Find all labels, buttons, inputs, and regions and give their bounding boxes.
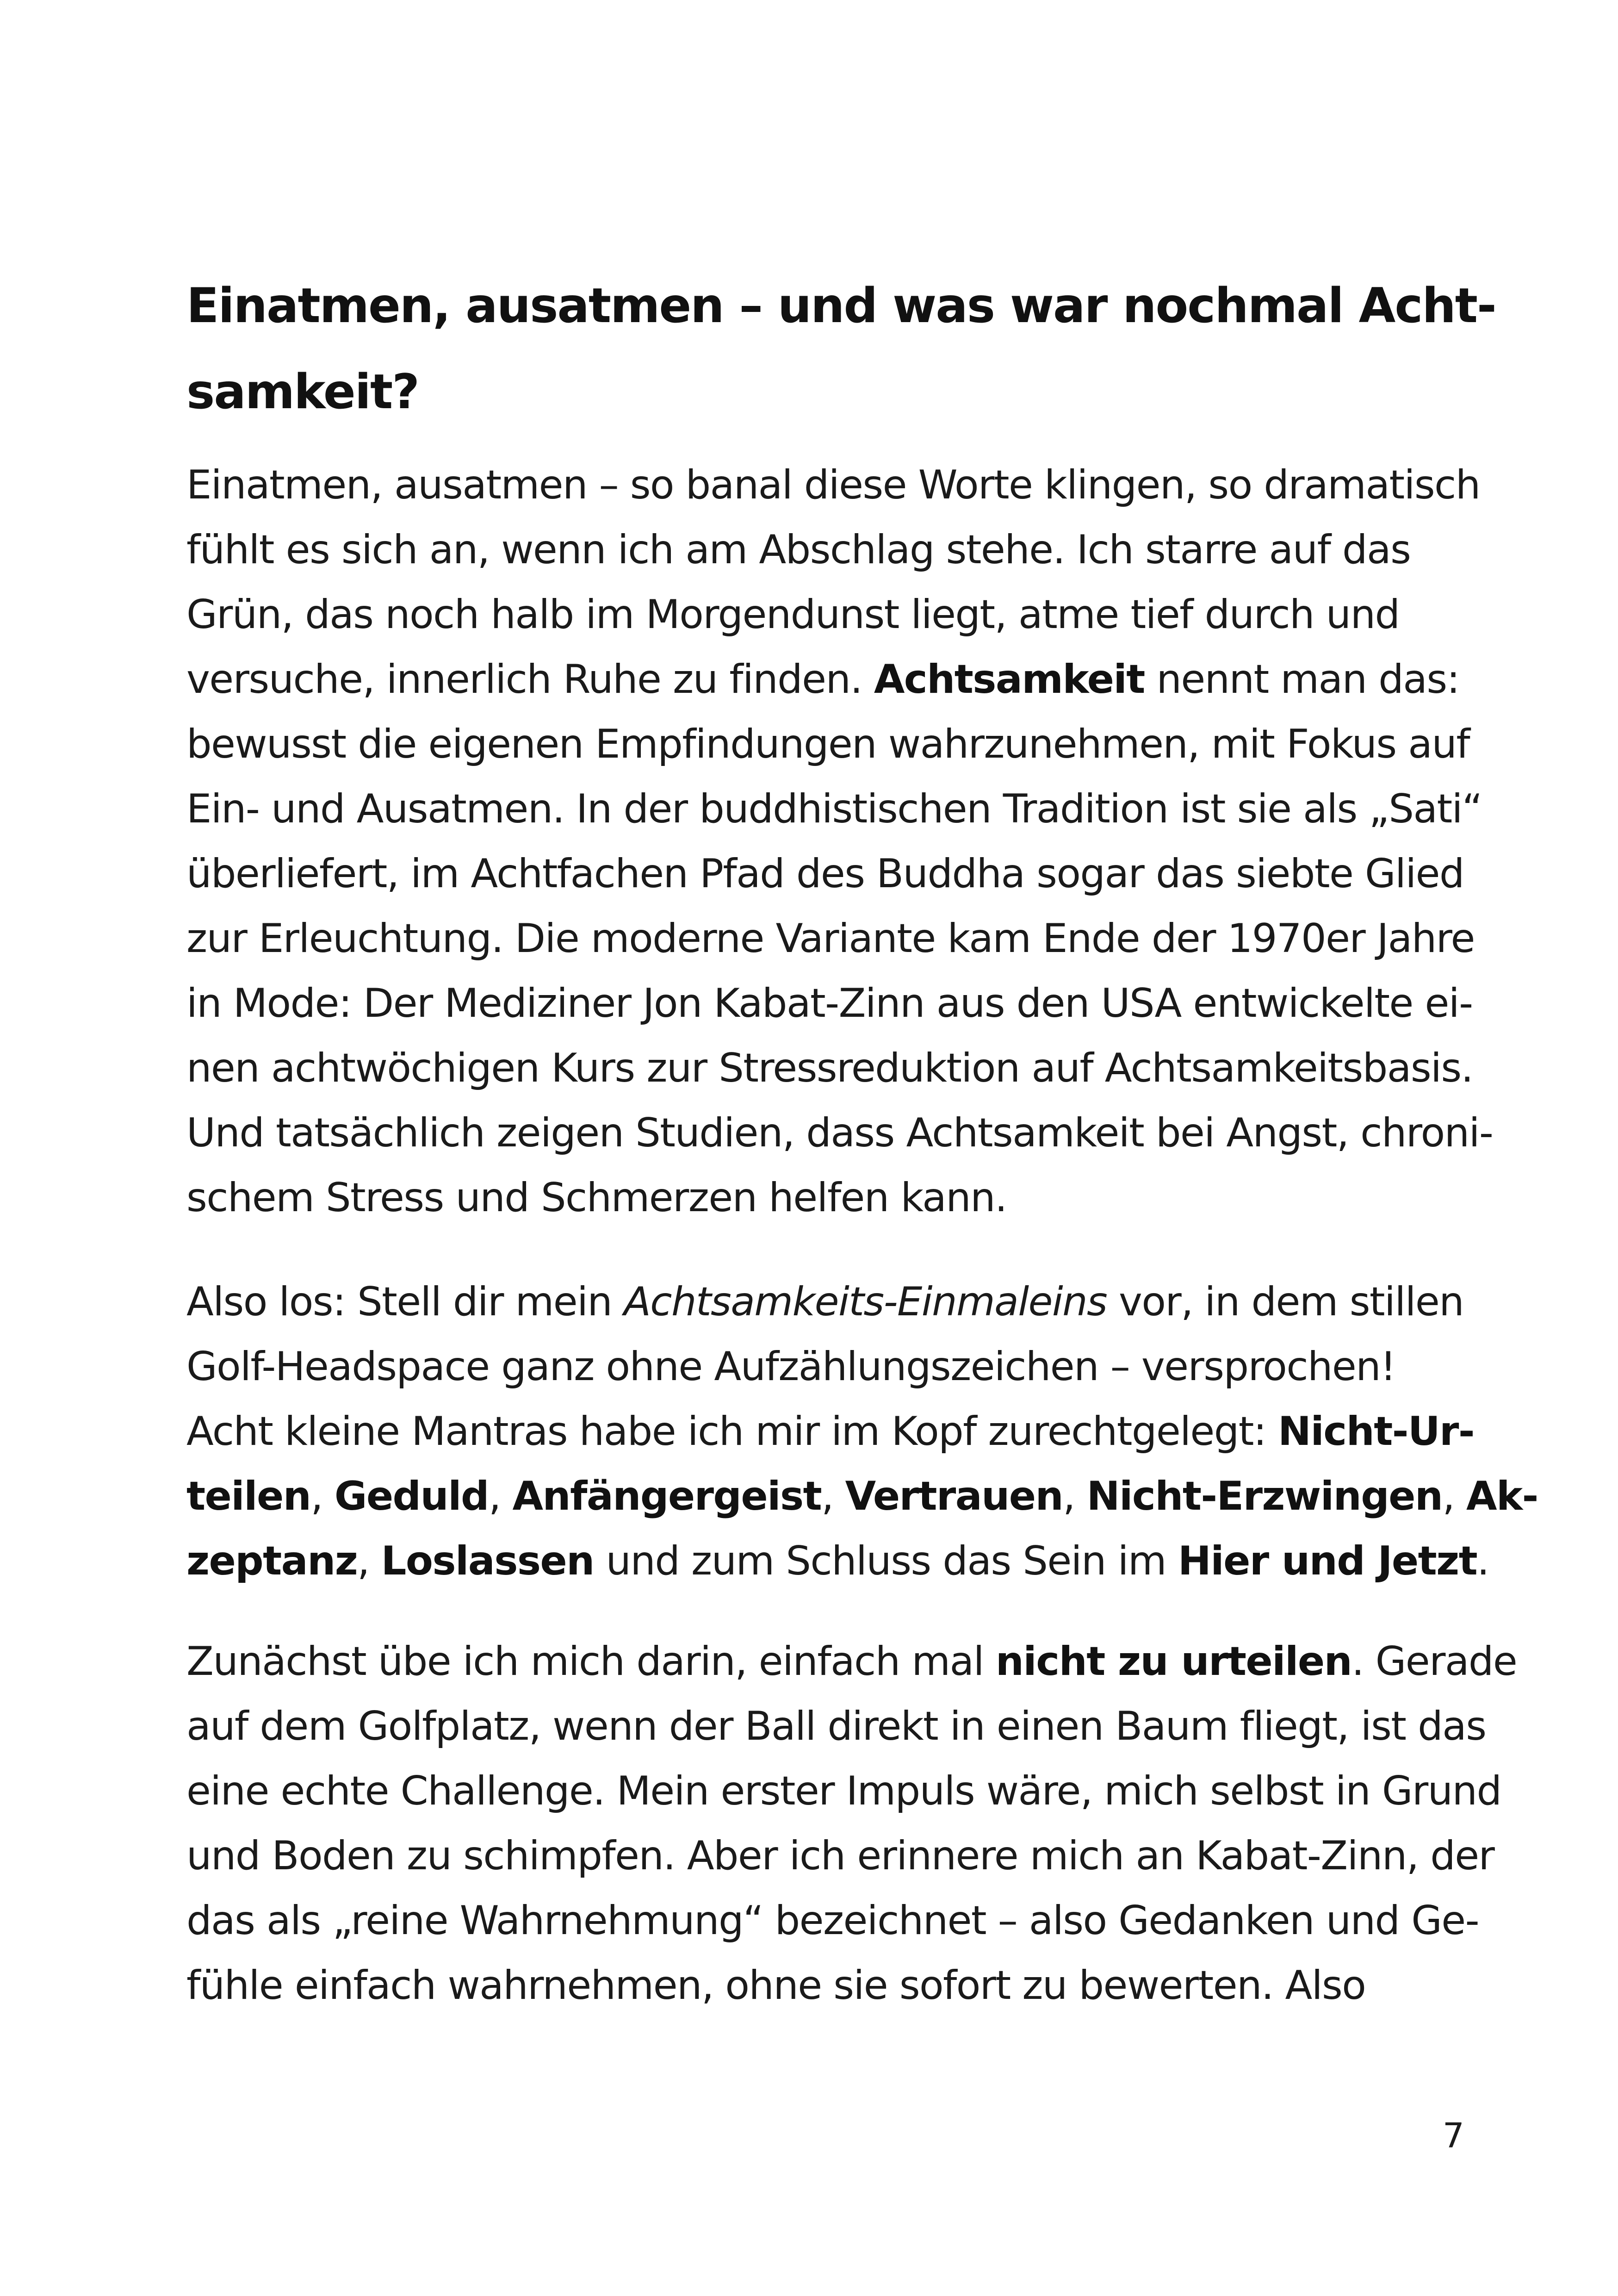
text-run: ,	[488, 1473, 513, 1519]
text-run: Grün, das noch halb im Morgendunst liegt, atme tief durch und	[186, 591, 1400, 638]
text-run: Und tatsächlich zeigen Studien, dass Achtsamkeit bei Angst, chroni-	[186, 1110, 1493, 1156]
text-run: auf dem Golfplatz, wenn der Ball direkt in einen Baum fliegt, ist das	[186, 1703, 1486, 1749]
bold-term: Loslassen	[381, 1538, 594, 1584]
text-run: Golf-Headspace ganz ohne Aufzählungszeichen – versprochen!	[186, 1344, 1396, 1390]
text-run: bewusst die eigenen Empfindungen wahrzunehmen, mit Fokus auf	[186, 721, 1469, 767]
paragraph-achtsamkeit-intro	[186, 453, 1493, 1230]
text-run: zur Erleuchtung. Die moderne Variante kam Ende der 1970er Jahre	[186, 915, 1475, 962]
text-run: eine echte Challenge. Mein erster Impuls wäre, mich selbst in Grund	[186, 1768, 1501, 1814]
text-run: Also los: Stell dir mein	[186, 1279, 624, 1325]
text-line	[186, 1953, 1517, 2018]
bold-term: Geduld	[334, 1473, 489, 1519]
text-run: nen achtwöchigen Kurs zur Stressreduktion auf Achtsamkeitsbasis.	[186, 1045, 1473, 1091]
text-line	[186, 1269, 1538, 1334]
text-line	[186, 1165, 1493, 1230]
bold-term: Anfängergeist	[512, 1473, 822, 1519]
bold-term: zeptanz	[186, 1538, 358, 1584]
text-run: Acht kleine Mantras habe ich mir im Kopf zurechtgelegt:	[186, 1408, 1278, 1455]
text-run: überliefert, im Achtfachen Pfad des Buddha sogar das siebte Glied	[186, 851, 1464, 897]
text-line	[186, 582, 1493, 647]
text-line	[186, 1888, 1517, 1953]
text-line	[186, 1101, 1493, 1165]
heading-line: Einatmen, ausatmen – und was war nochmal Acht-	[186, 278, 1496, 334]
page-number: 7	[1442, 2116, 1464, 2156]
paragraph-mantras	[186, 1269, 1538, 1593]
text-run: ,	[310, 1473, 335, 1519]
text-run: fühlt es sich an, wenn ich am Abschlag stehe. Ich starre auf das	[186, 527, 1411, 573]
text-run: das als „reine Wahrnehmung“ bezeichnet – also Gedanken und Ge-	[186, 1898, 1479, 1944]
section-heading	[186, 263, 1496, 435]
bold-term: Ak-	[1466, 1473, 1538, 1519]
text-line	[186, 971, 1493, 1036]
text-line	[186, 1629, 1517, 1694]
text-line	[186, 1399, 1538, 1464]
text-run: fühle einfach wahrnehmen, ohne sie sofort zu bewerten. Also	[186, 1962, 1366, 2009]
text-line	[186, 712, 1493, 777]
text-run: versuche, innerlich Ruhe zu finden.	[186, 656, 874, 703]
bold-term: Vertrauen	[845, 1473, 1063, 1519]
text-run: ,	[821, 1473, 845, 1519]
text-run: Ein- und Ausatmen. In der buddhistischen Tradition ist sie als „Sati“	[186, 786, 1482, 832]
text-line	[186, 1694, 1517, 1759]
text-run: ,	[1063, 1473, 1087, 1519]
text-line	[186, 647, 1493, 712]
text-line	[186, 1464, 1538, 1529]
text-run: ,	[357, 1538, 381, 1584]
text-run: . Gerade	[1351, 1638, 1517, 1685]
text-line	[186, 517, 1493, 582]
text-run: und Boden zu schimpfen. Aber ich erinnere mich an Kabat-Zinn, der	[186, 1833, 1494, 1879]
text-run: und zum Schluss das Sein im	[594, 1538, 1178, 1584]
text-run: Einatmen, ausatmen – so banal diese Worte klingen, so dramatisch	[186, 462, 1480, 508]
text-line	[186, 1529, 1538, 1593]
bold-term: Hier und Jetzt	[1178, 1538, 1477, 1584]
heading-line: samkeit?	[186, 364, 419, 420]
text-run: Zunächst übe ich mich darin, einfach mal	[186, 1638, 996, 1685]
text-run: nennt man das:	[1144, 656, 1459, 703]
bold-term: Achtsamkeit	[874, 656, 1145, 703]
text-line	[186, 1334, 1538, 1399]
text-line	[186, 453, 1493, 517]
bold-term: nicht zu urteilen	[995, 1638, 1352, 1685]
text-line	[186, 777, 1493, 841]
text-line	[186, 841, 1493, 906]
text-run: schem Stress und Schmerzen helfen kann.	[186, 1175, 1007, 1221]
italic-term: Achtsamkeits-Einmaleins	[624, 1279, 1107, 1325]
text-run: in Mode: Der Mediziner Jon Kabat-Zinn aus den USA entwickelte ei-	[186, 980, 1473, 1027]
text-run: ,	[1442, 1473, 1467, 1519]
text-run: .	[1477, 1538, 1489, 1584]
bold-term: Nicht-Erzwingen	[1086, 1473, 1443, 1519]
bold-term: teilen	[186, 1473, 311, 1519]
text-line	[186, 1759, 1517, 1823]
text-line	[186, 1823, 1517, 1888]
text-line	[186, 906, 1493, 971]
text-line	[186, 1036, 1493, 1101]
bold-term: Nicht-Ur-	[1277, 1408, 1474, 1455]
paragraph-nicht-urteilen	[186, 1629, 1517, 2018]
text-run: vor, in dem stillen	[1107, 1279, 1464, 1325]
